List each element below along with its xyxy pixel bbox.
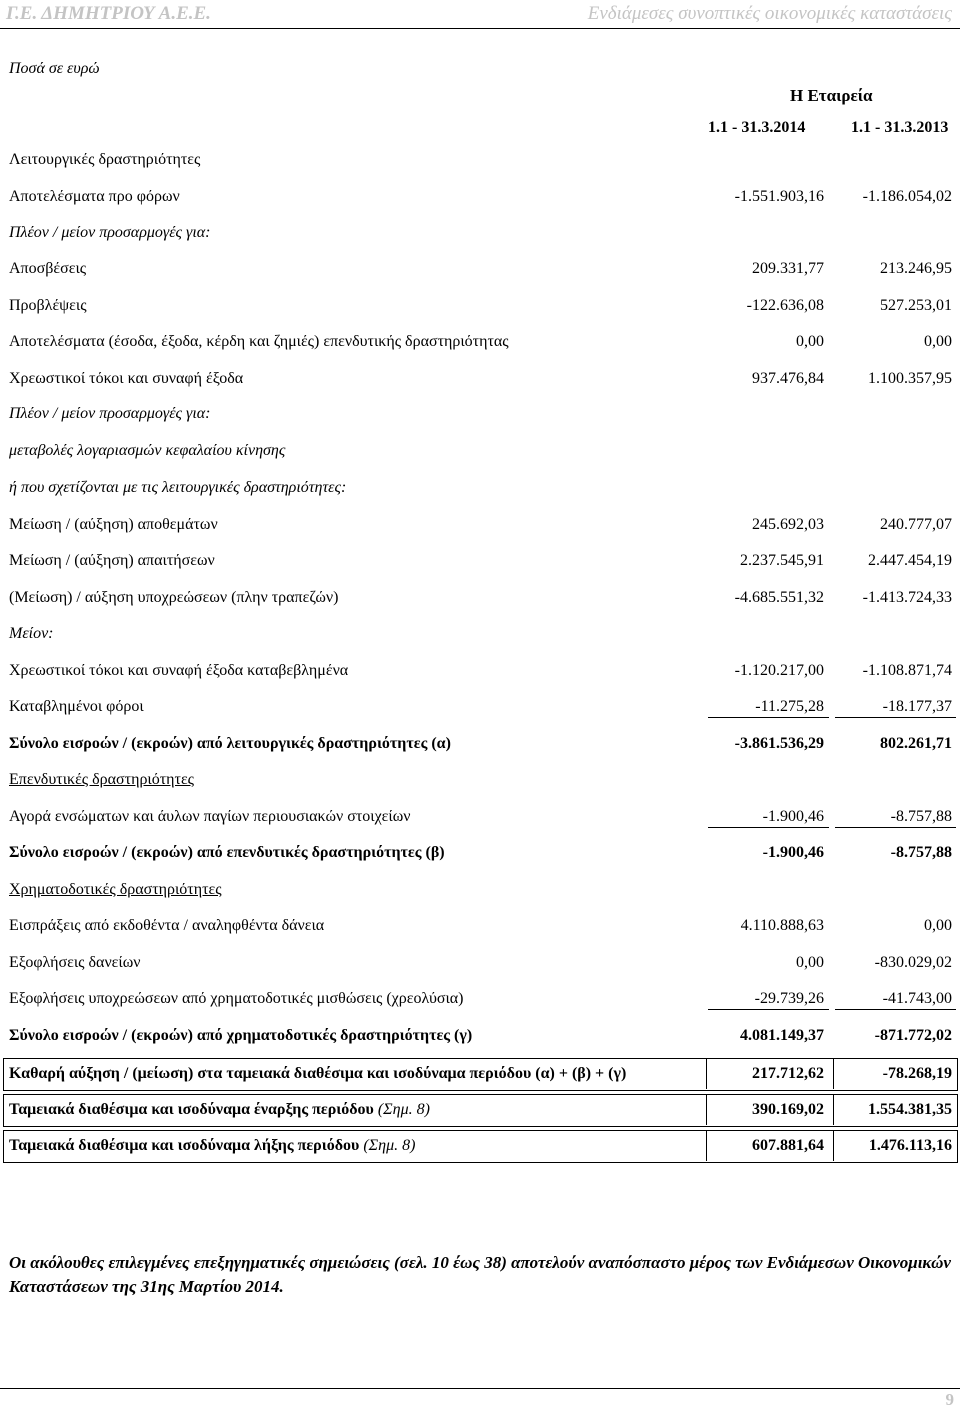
subtotal-rule-2013 xyxy=(835,802,956,828)
table-row: Αποσβέσεις 209.331,77 213.246,95 xyxy=(9,260,952,277)
subtotal-rule-2013 xyxy=(835,692,956,718)
page-header xyxy=(0,0,960,28)
footer-divider xyxy=(0,1388,960,1389)
table-row: Πλέον / μείον προσαρμογές για: xyxy=(9,405,211,422)
total-row-investing: Σύνολο εισροών / (εκροών) από επενδυτικές δραστηριότητες (β) -1.900,46 -8.757,88 xyxy=(9,844,952,861)
page-number: 9 xyxy=(945,1390,954,1409)
table-row: Χρεωστικοί τόκοι και συναφή έξοδα 937.476,84 1.100.357,95 xyxy=(9,370,952,387)
note-reference: (Σημ. 8) xyxy=(377,1101,430,1118)
total-row-financing: Σύνολο εισροών / (εκροών) από χρηματοδοτικές δραστηριότητες (γ) 4.081.149,37 -871.772,02 xyxy=(9,1027,952,1044)
table-row: Μείωση / (αύξηση) αποθεμάτων 245.692,03 240.777,07 xyxy=(9,516,952,533)
explanatory-footnote: Οι ακόλουθες επιλεγμένες επεξηγηματικές σημειώσεις (σελ. 10 έως 38) αποτελούν αναπόσπαστο μέρος των Ενδιάμεσων Οικονομικών Καταστάσεων της 31ης Μαρτίου 2014. xyxy=(9,1253,951,1296)
table-row: Αποτελέσματα προ φόρων -1.551.903,16 -1.186.054,02 xyxy=(9,188,952,205)
section-heading-operating: Λειτουργικές δραστηριότητες xyxy=(9,151,201,168)
section-heading-financing: Χρηματοδοτικές δραστηριότητες xyxy=(9,881,222,898)
table-row: Εξοφλήσεις υποχρεώσεων από χρηματοδοτικές μισθώσεις (χρεολύσια) -29.739,26 -41.743,00 xyxy=(9,990,952,1007)
document-title: Ενδιάμεσες συνοπτικές οικονομικές καταστάσεις xyxy=(587,3,952,24)
entity-label: Η Εταιρεία xyxy=(790,86,873,105)
section-heading-investing: Επενδυτικές δραστηριότητες xyxy=(9,771,195,788)
column-header-2013: 1.1 - 31.3.2013 xyxy=(851,119,949,136)
header-divider xyxy=(0,28,960,29)
total-row-operating: Σύνολο εισροών / (εκροών) από λειτουργικές δραστηριότητες (α) -3.861.536,29 802.261,71 xyxy=(9,735,952,752)
note-reference: (Σημ. 8) xyxy=(363,1137,416,1154)
table-row: Μείον: xyxy=(9,625,54,642)
table-row: Καταβλημένοι φόροι -11.275,28 -18.177,37 xyxy=(9,698,952,715)
table-row: μεταβολές λογαριασμών κεφαλαίου κίνησης xyxy=(9,442,286,459)
table-row: Αγορά ενσώματων και άυλων παγίων περιουσιακών στοιχείων -1.900,46 -8.757,88 xyxy=(9,808,952,825)
table-row: (Μείωση) / αύξηση υποχρεώσεων (πλην τραπεζών) -4.685.551,32 -1.413.724,33 xyxy=(9,589,952,606)
table-row: Πλέον / μείον προσαρμογές για: xyxy=(9,224,211,241)
subtotal-rule-2014 xyxy=(708,802,829,828)
subtotal-rule-2014 xyxy=(708,984,829,1010)
table-row: Αποτελέσματα (έσοδα, έξοδα, κέρδη και ζημιές) επενδυτικής δραστηριότητας 0,00 0,00 xyxy=(9,333,952,350)
table-row: Εισπράξεις από εκδοθέντα / αναληφθέντα δάνεια 4.110.888,63 0,00 xyxy=(9,917,952,934)
column-header-2014: 1.1 - 31.3.2014 xyxy=(708,119,806,136)
table-row: Χρεωστικοί τόκοι και συναφή έξοδα καταβεβλημένα -1.120.217,00 -1.108.871,74 xyxy=(9,662,952,679)
company-name: Γ.Ε. ΔΗΜΗΤΡΙΟΥ Α.Ε.Ε. xyxy=(6,3,211,24)
opening-cash-row: Ταμειακά διαθέσιμα και ισοδύναμα έναρξης περιόδου (Σημ. 8) 390.169,02 1.554.381,35 xyxy=(9,1101,952,1118)
table-row: Προβλέψεις -122.636,08 527.253,01 xyxy=(9,297,952,314)
units-label: Ποσά σε ευρώ xyxy=(9,60,100,77)
table-row: ή που σχετίζονται με τις λειτουργικές δραστηριότητες: xyxy=(9,479,347,496)
subtotal-rule-2013 xyxy=(835,984,956,1010)
subtotal-rule-2014 xyxy=(708,692,829,718)
net-change-row: Καθαρή αύξηση / (μείωση) στα ταμειακά διαθέσιμα και ισοδύναμα περιόδου (α) + (β) + (γ) 217.712,62 -78.268,19 xyxy=(9,1065,952,1082)
closing-cash-row: Ταμειακά διαθέσιμα και ισοδύναμα λήξης περιόδου (Σημ. 8) 607.881,64 1.476.113,16 xyxy=(9,1137,952,1154)
table-row: Μείωση / (αύξηση) απαιτήσεων 2.237.545,91 2.447.454,19 xyxy=(9,552,952,569)
table-row: Εξοφλήσεις δανείων 0,00 -830.029,02 xyxy=(9,954,952,971)
